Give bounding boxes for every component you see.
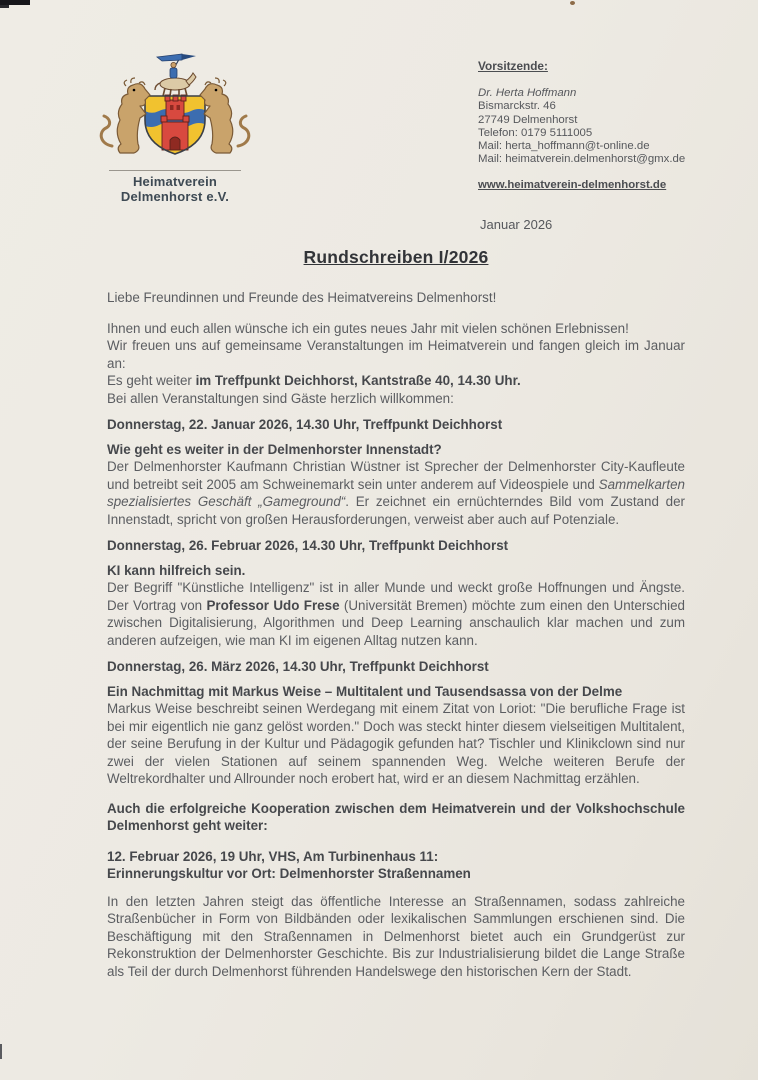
vhs-description: In den letzten Jahren steigt das öffentliche Interesse an Straßennamen, sodass zahlreiche Straßenbücher in Form von Bildbänden oder lexikalischen Sammlungen erschienen sind. Die Beschäftigung mit den Straßennamen in Delmenhorst bietet auch ein Grundgerüst zur Rekonstruktion der Delmenhorster Geschichte. Bis zur Industrialisierung bildet die Lange Straße als Teil der durch Delmenhorst führenden Handelswege den historischen Kern der Stadt. [107, 893, 685, 979]
intro-line-1: Ihnen und euch allen wünsche ich ein gutes neues Jahr mit vielen schönen Erlebnissen! [107, 320, 629, 336]
event-description: Markus Weise beschreibt seinen Werdegang mit einem Zitat von Loriot: "Die berufliche Frage ist bei mir eigentlich nie ganz gelöst worden." Doch was steckt hinter diesem vielseitigen Multitalent, der seine Berufung in der Kultur und Pädagogik gefunden hat? Tischler und Klinikclown sind nur zwei der vielen Stationen auf seinem spannenden Weg. Welche weiteren Berufe der Weltrekordhalter und Allrounder noch erobert hat, wird er an diesem Nachmittag erzählen. [107, 701, 685, 786]
scan-speck-artifact [570, 1, 575, 5]
newsletter-title: Rundschreiben I/2026 [303, 247, 489, 267]
event-section-february [107, 537, 685, 649]
vhs-event-title: Erinnerungskultur vor Ort: Delmenhorster Straßennamen [107, 866, 471, 881]
contact-heading: Vorsitzende: [478, 59, 548, 73]
org-logo-block [90, 52, 260, 204]
event-title: KI kann hilfreich sein. [107, 562, 246, 578]
intro-block [107, 320, 685, 408]
vhs-cooperation-note: Auch die erfolgreiche Kooperation zwischen dem Heimatverein und der Volkshochschule Delmenhorst geht weiter: [107, 800, 685, 833]
intro-line-3: Es geht weiter im Treffpunkt Deichhorst, Kantstraße 40, 14.30 Uhr. [107, 373, 521, 388]
intro-line-4: Bei allen Veranstaltungen sind Gäste herzlich willkommen: [107, 390, 454, 406]
contact-email-1: Mail: herta_hoffmann@t-online.de [478, 140, 650, 153]
lion-right-icon [200, 78, 249, 153]
scan-edge-artifact [0, 5, 9, 8]
vhs-date-heading: 12. Februar 2026, 19 Uhr, VHS, Am Turbinenhaus 11: [107, 848, 439, 864]
contact-website: www.heimatverein-delmenhorst.de [478, 179, 667, 192]
contact-block [478, 60, 703, 193]
contact-city: 27749 Delmenhorst [478, 113, 578, 126]
event-description: Der Delmenhorster Kaufmann Christian Wüstner ist Sprecher der Delmenhorster City-Kaufleute und betreibt seit 2005 am Schweinemarkt sein unter anderem auf Videospiele und Sammelkarten spezialisiertes Geschäft „Gameground“. Er zeichnet ein ernüchterndes Bild vom Zustand der Innenstadt, spricht von großen Herausforderungen, verweist aber auch auf Potenziale. [107, 459, 685, 527]
event-description: Der Begriff "Künstliche Intelligenz" ist in aller Munde und weckt große Hoffnungen und Ängste. Der Vortrag von Professor Udo Frese (Universität Bremen) möchte zum einen den Unterschied zwischen Digitalisierung, Algorithmen und Deep Learning anschaulich klar machen und zum anderen aufzeigen, wie man KI im eigenen Alltag nutzen kann. [107, 580, 685, 648]
event-date-heading: Donnerstag, 26. März 2026, 14.30 Uhr, Treffpunkt Deichhorst [107, 659, 489, 674]
intro-line-2: Wir freuen uns auf gemeinsame Veranstaltungen im Heimatverein und fangen gleich im Januar an: [107, 338, 685, 371]
shield-icon [143, 95, 207, 154]
newsletter-body [107, 246, 685, 980]
vhs-section [107, 800, 685, 981]
org-name-line2: Delmenhorst e.V. [120, 189, 230, 204]
coat-of-arms-icon [90, 52, 260, 162]
event-section-march [107, 658, 685, 788]
event-section-january [107, 416, 685, 528]
lion-left-icon [101, 78, 150, 153]
salutation: Liebe Freundinnen und Freunde des Heimatvereins Delmenhorst! [107, 290, 497, 305]
contact-email-2: Mail: heimatverein.delmenhorst@gmx.de [478, 153, 686, 166]
contact-phone: Telefon: 0179 5111005 [478, 126, 593, 139]
org-name-line1: Heimatverein [132, 174, 218, 189]
date-line: Januar 2026 [480, 217, 553, 232]
knight-icon [155, 54, 196, 96]
scan-edge-artifact [0, 1044, 2, 1059]
event-date-heading: Donnerstag, 22. Januar 2026, 14.30 Uhr, Treffpunkt Deichhorst [107, 417, 503, 432]
event-title: Ein Nachmittag mit Markus Weise – Multitalent und Tausendsassa von der Delme [107, 683, 623, 699]
logo-divider [109, 170, 241, 171]
chairwoman-name: Dr. Herta Hoffmann [478, 87, 577, 100]
contact-street: Bismarckstr. 46 [478, 100, 556, 113]
event-title: Wie geht es weiter in der Delmenhorster Innenstadt? [107, 441, 442, 457]
event-date-heading: Donnerstag, 26. Februar 2026, 14.30 Uhr, Treffpunkt Deichhorst [107, 538, 509, 553]
